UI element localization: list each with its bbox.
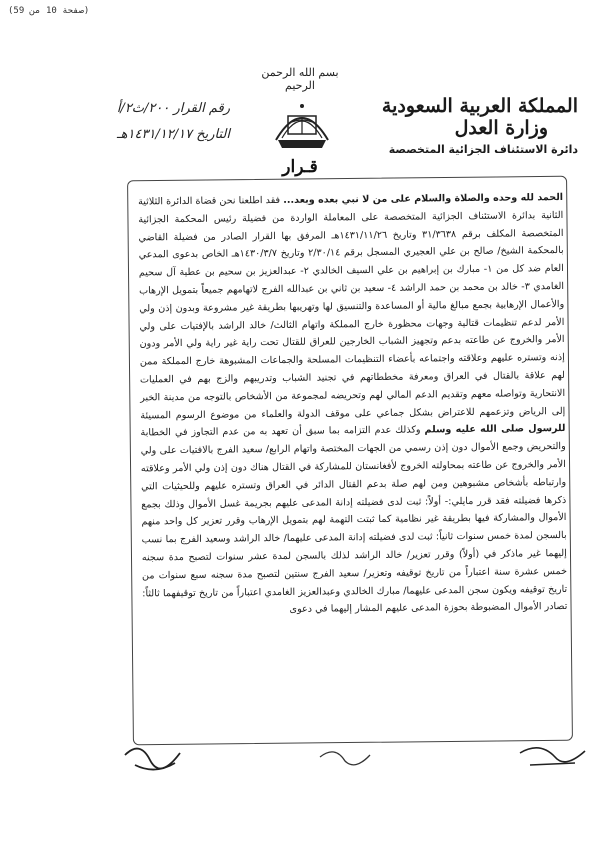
judges-signatures-icon [120,735,590,785]
letterhead [0,0,600,190]
reference-block [60,96,230,148]
prophet-reference: للرسول صلى الله عليه وسلم [424,423,566,436]
opening-line: الحمد لله وحده والصلاة والسلام على من لا نبي بعده وبعد... [283,192,564,206]
issuer-block [378,95,578,159]
document-title: قـرار [282,157,318,177]
department-name: دائرة الاستئناف الجزائية المتخصصة [388,143,578,156]
country-name: المملكة العربية السعودية [381,95,578,117]
page-number: (صفحة 10 من 59) [8,6,90,16]
ministry-emblem-icon [262,88,342,152]
body-paragraph-2: وكذلك عدم التزامه بما سبق أن تعهد به من عدم التجاوز في الخطابة والتحريض وجمع الأموال دون إذن رسمي من الجهات المختصة واتهام الرابع/ سعيد الفرج بالافتيات على ولي الأمر والخروج عن طاعته بمحاولته الخروج لأفغانستان للمشاركة في القتال هناك دون إذن ولي الأمر وعلاقته وارتباطه بأشخاص مشبوهين ومن لهم صلة بدعم القتال الدائر في العراق وتستره عليهم وللحيثيات التي ذكرها فضيلته فقد قرر مايلي:- أولاً: ثبت لدى فضيلته إدانة المدعى عليهم بجريمة غسل الأموال وذلك بجمع الأموال والمشاركة فيها بطريقة غير نظامية كما ثبتت التهمة لهم بتمويل الإرهاب وقرر تعزير كل واحد منهم بالسجن لمدة خمس سنوات ثانياً: ثبت لدى فضيلته إدانة المدعى عليهما/ خالد الراشد وسعيد الفرج بما نسب إليهما غير ماذكر في (أولاً) وقرر تعزير/ خالد الراشد لذلك بالسجن لمدة عشر سنوات لتصبح مدة سجنه خمس عشرة سنة اعتباراً من تاريخ توقيفه وتعزير/ سعيد الفرج سنتين لتصبح مدة سجنه سبع سنوات من تاريخ توقيفه ويكون سجن المدعى عليهما/ مبارك الخالدي وعبدالعزيز الغامدي اعتباراً من تاريخ توقيفهما ثالثاً: تصادر الأموال المضبوطة بحوزة المدعى عليهم المشار إليهما في دعوى [140,424,568,616]
decision-date: التاريخ ١٤٣١/١٢/١٧هـ [116,127,230,142]
body-paragraph: فقد اطلعنا نحن قضاة الدائرة الثلاثية الثانية بدائرة الاستئناف الجزائية المتخصصة على المعاملة الواردة من فضيلة رئيس المحكمة الجزائية المتخصصة المكلف برقم ٣١/٣٦٣٨ وتاريخ ١٤٣١/١١/٢٦هـ المرفق بها القرار الصادر من فضيلة القاضي بالمحكمة الشيخ/ صالح بن علي العجيري المسجل برقم ٢/٣٠/١٤ وتاريخ ١٤٣٠/٣/٧هـ الخاص بدعوى المدعي العام ضد كل من ١- مبارك بن إبراهيم بن علي السيف الخالدي ٢- عبدالعزيز بن سحيم بن عطية آل سحيم الغامدي ٣- خالد بن محمد بن حمد الراشد ٤- سعيد بن ثاني بن عبدالله الفرج لاتهامهم جميعاً بتمويل الإرهاب والأعمال الإرهابية بجمع مبالغ مالية أو المساعدة والتنسيق لها وتهريبها بطريقة غير مشروعة وبدون إذن ولي الأمر لدعم تنظيمات قتالية وجهات محظورة خارج المملكة واتهام الثالث/ خالد الراشد بالإفتيات على ولي الأمر والخروج عن طاعته بدعم وتجهيز الشباب الخارجين للعراق للقتال تحت راية غير راية ولي الأمر ودون إذنه وتستره عليهم وعلاقته واجتماعه بأعضاء التنظيمات المسلحة والجماعات المشبوهة خارج المملكة ممن لهم علاقة بالقتال في العراق ومعرفة مخططاتهم في تجنيد الشباب وتدريبهم والزج بهم في العمليات الانتحارية وتواصله معهم وتقديم الدعم المالي لهم وتحريضه لمجموعة من الأشخاص بالتوجه من مدينة الخبر إلى الرياض وتزعمهم للاعتراض بشكل جماعي على موقف الدولة والعلماء من موضوع الرسوم المسيئة [138,194,566,422]
ministry-name: وزارة العدل [454,117,548,139]
basmala: بسم الله الرحمن الرحيم [261,66,339,92]
decision-body [138,189,569,753]
decision-number: رقم القرار ٢٠٠/ث٢/أ [116,101,230,116]
